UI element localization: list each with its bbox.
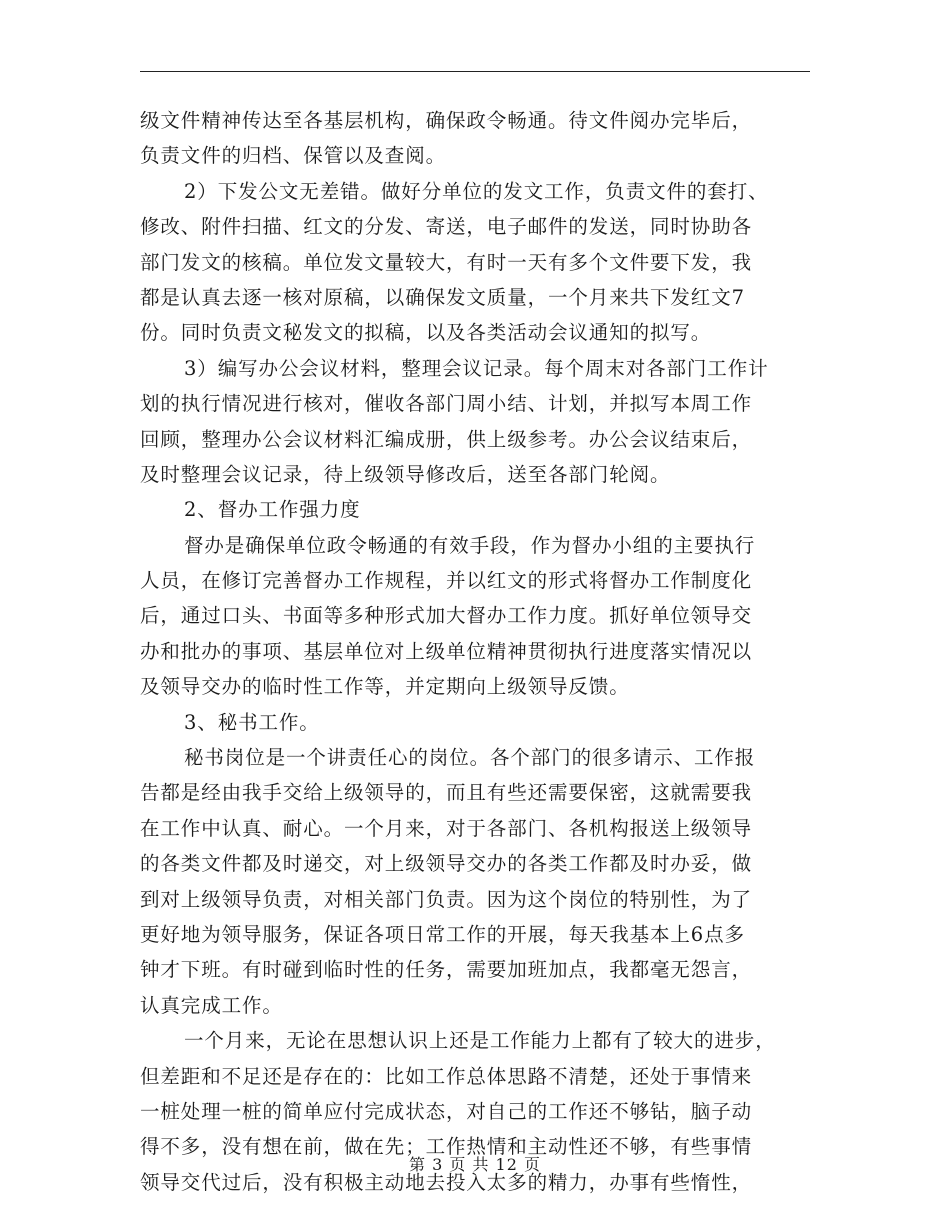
text-line: 在工作中认真、耐心。一个月来，对于各部门、各机构报送上级领导 xyxy=(140,816,753,840)
text-line: 及时整理会议记录，待上级领导修改后，送至各部门轮阅。 xyxy=(140,462,671,486)
text-line: 级文件精神传达至各基层机构，确保政令畅通。待文件阅办完毕后， xyxy=(140,109,753,132)
text-line: 的各类文件都及时递交，对上级领导交办的各类工作都及时办妥，做 xyxy=(140,852,753,876)
text-line: 领导交代过后，没有积极主动地去投入太多的精力，办事有些惰性， xyxy=(140,1170,753,1194)
page-footer: 第 3 页 共 12 页 xyxy=(409,1155,541,1174)
text-line: 一个月来，无论在思想认识上还是工作能力上都有了较大的进步， xyxy=(184,1029,776,1053)
text-line: 及领导交办的临时性工作等，并定期向上级领导反馈。 xyxy=(140,675,630,699)
text-line: 得不多，没有想在前，做在先；工作热情和主动性还不够，有些事情 xyxy=(140,1135,753,1159)
text-line: 认真完成工作。 xyxy=(140,993,283,1017)
text-line: 告都是经由我手交给上级领导的，而且有些还需要保密，这就需要我 xyxy=(140,781,753,805)
text-line: 3）编写办公会议材料，整理会议记录。每个周末对各部门工作计 xyxy=(184,356,769,380)
text-line: 负责文件的归档、保管以及查阅。 xyxy=(140,144,447,168)
text-line: 人员，在修订完善督办工作规程，并以红文的形式将督办工作制度化 xyxy=(140,569,753,593)
text-line: 部门发文的核稿。单位发文量较大，有时一天有多个文件要下发，我 xyxy=(140,250,753,274)
text-line: 修改、附件扫描、红文的分发、寄送，电子邮件的发送，同时协助各 xyxy=(140,215,753,239)
text-line: 秘书岗位是一个讲责任心的岗位。各个部门的很多请示、工作报 xyxy=(184,746,756,770)
text-line: 份。同时负责文秘发文的拟稿，以及各类活动会议通知的拟写。 xyxy=(140,321,712,345)
text-line: 都是认真去逐一核对原稿，以确保发文质量，一个月来共下发红文7 xyxy=(140,285,745,309)
text-line: 但差距和不足还是存在的：比如工作总体思路不清楚，还处于事情来 xyxy=(140,1064,753,1088)
text-line: 2）下发公文无差错。做好分单位的发文工作，负责文件的套打、 xyxy=(184,179,769,203)
header-rule xyxy=(140,71,810,72)
text-line: 督办是确保单位政令畅通的有效手段，作为督办小组的主要执行 xyxy=(184,533,756,557)
text-line: 划的执行情况进行核对，催收各部门周小结、计划，并拟写本周工作 xyxy=(140,392,753,416)
text-line: 后，通过口头、书面等多种形式加大督办工作力度。抓好单位领导交 xyxy=(140,604,753,628)
text-line: 回顾，整理办公会议材料汇编成册，供上级参考。办公会议结束后， xyxy=(140,427,753,451)
text-line: 办和批办的事项、基层单位对上级单位精神贯彻执行进度落实情况以 xyxy=(140,639,753,663)
text-line: 2、督办工作强力度 xyxy=(184,498,361,522)
text-line: 一桩处理一桩的简单应付完成状态，对自己的工作还不够钻，脑子动 xyxy=(140,1099,753,1123)
text-line: 到对上级领导负责，对相关部门负责。因为这个岗位的特别性，为了 xyxy=(140,887,753,911)
text-line: 钟才下班。有时碰到临时性的任务，需要加班加点，我都毫无怨言， xyxy=(140,958,753,982)
text-line: 更好地为领导服务，保证各项日常工作的开展，每天我基本上6点多 xyxy=(140,922,745,946)
document-body xyxy=(140,103,830,1200)
text-line: 3、秘书工作。 xyxy=(184,710,320,734)
